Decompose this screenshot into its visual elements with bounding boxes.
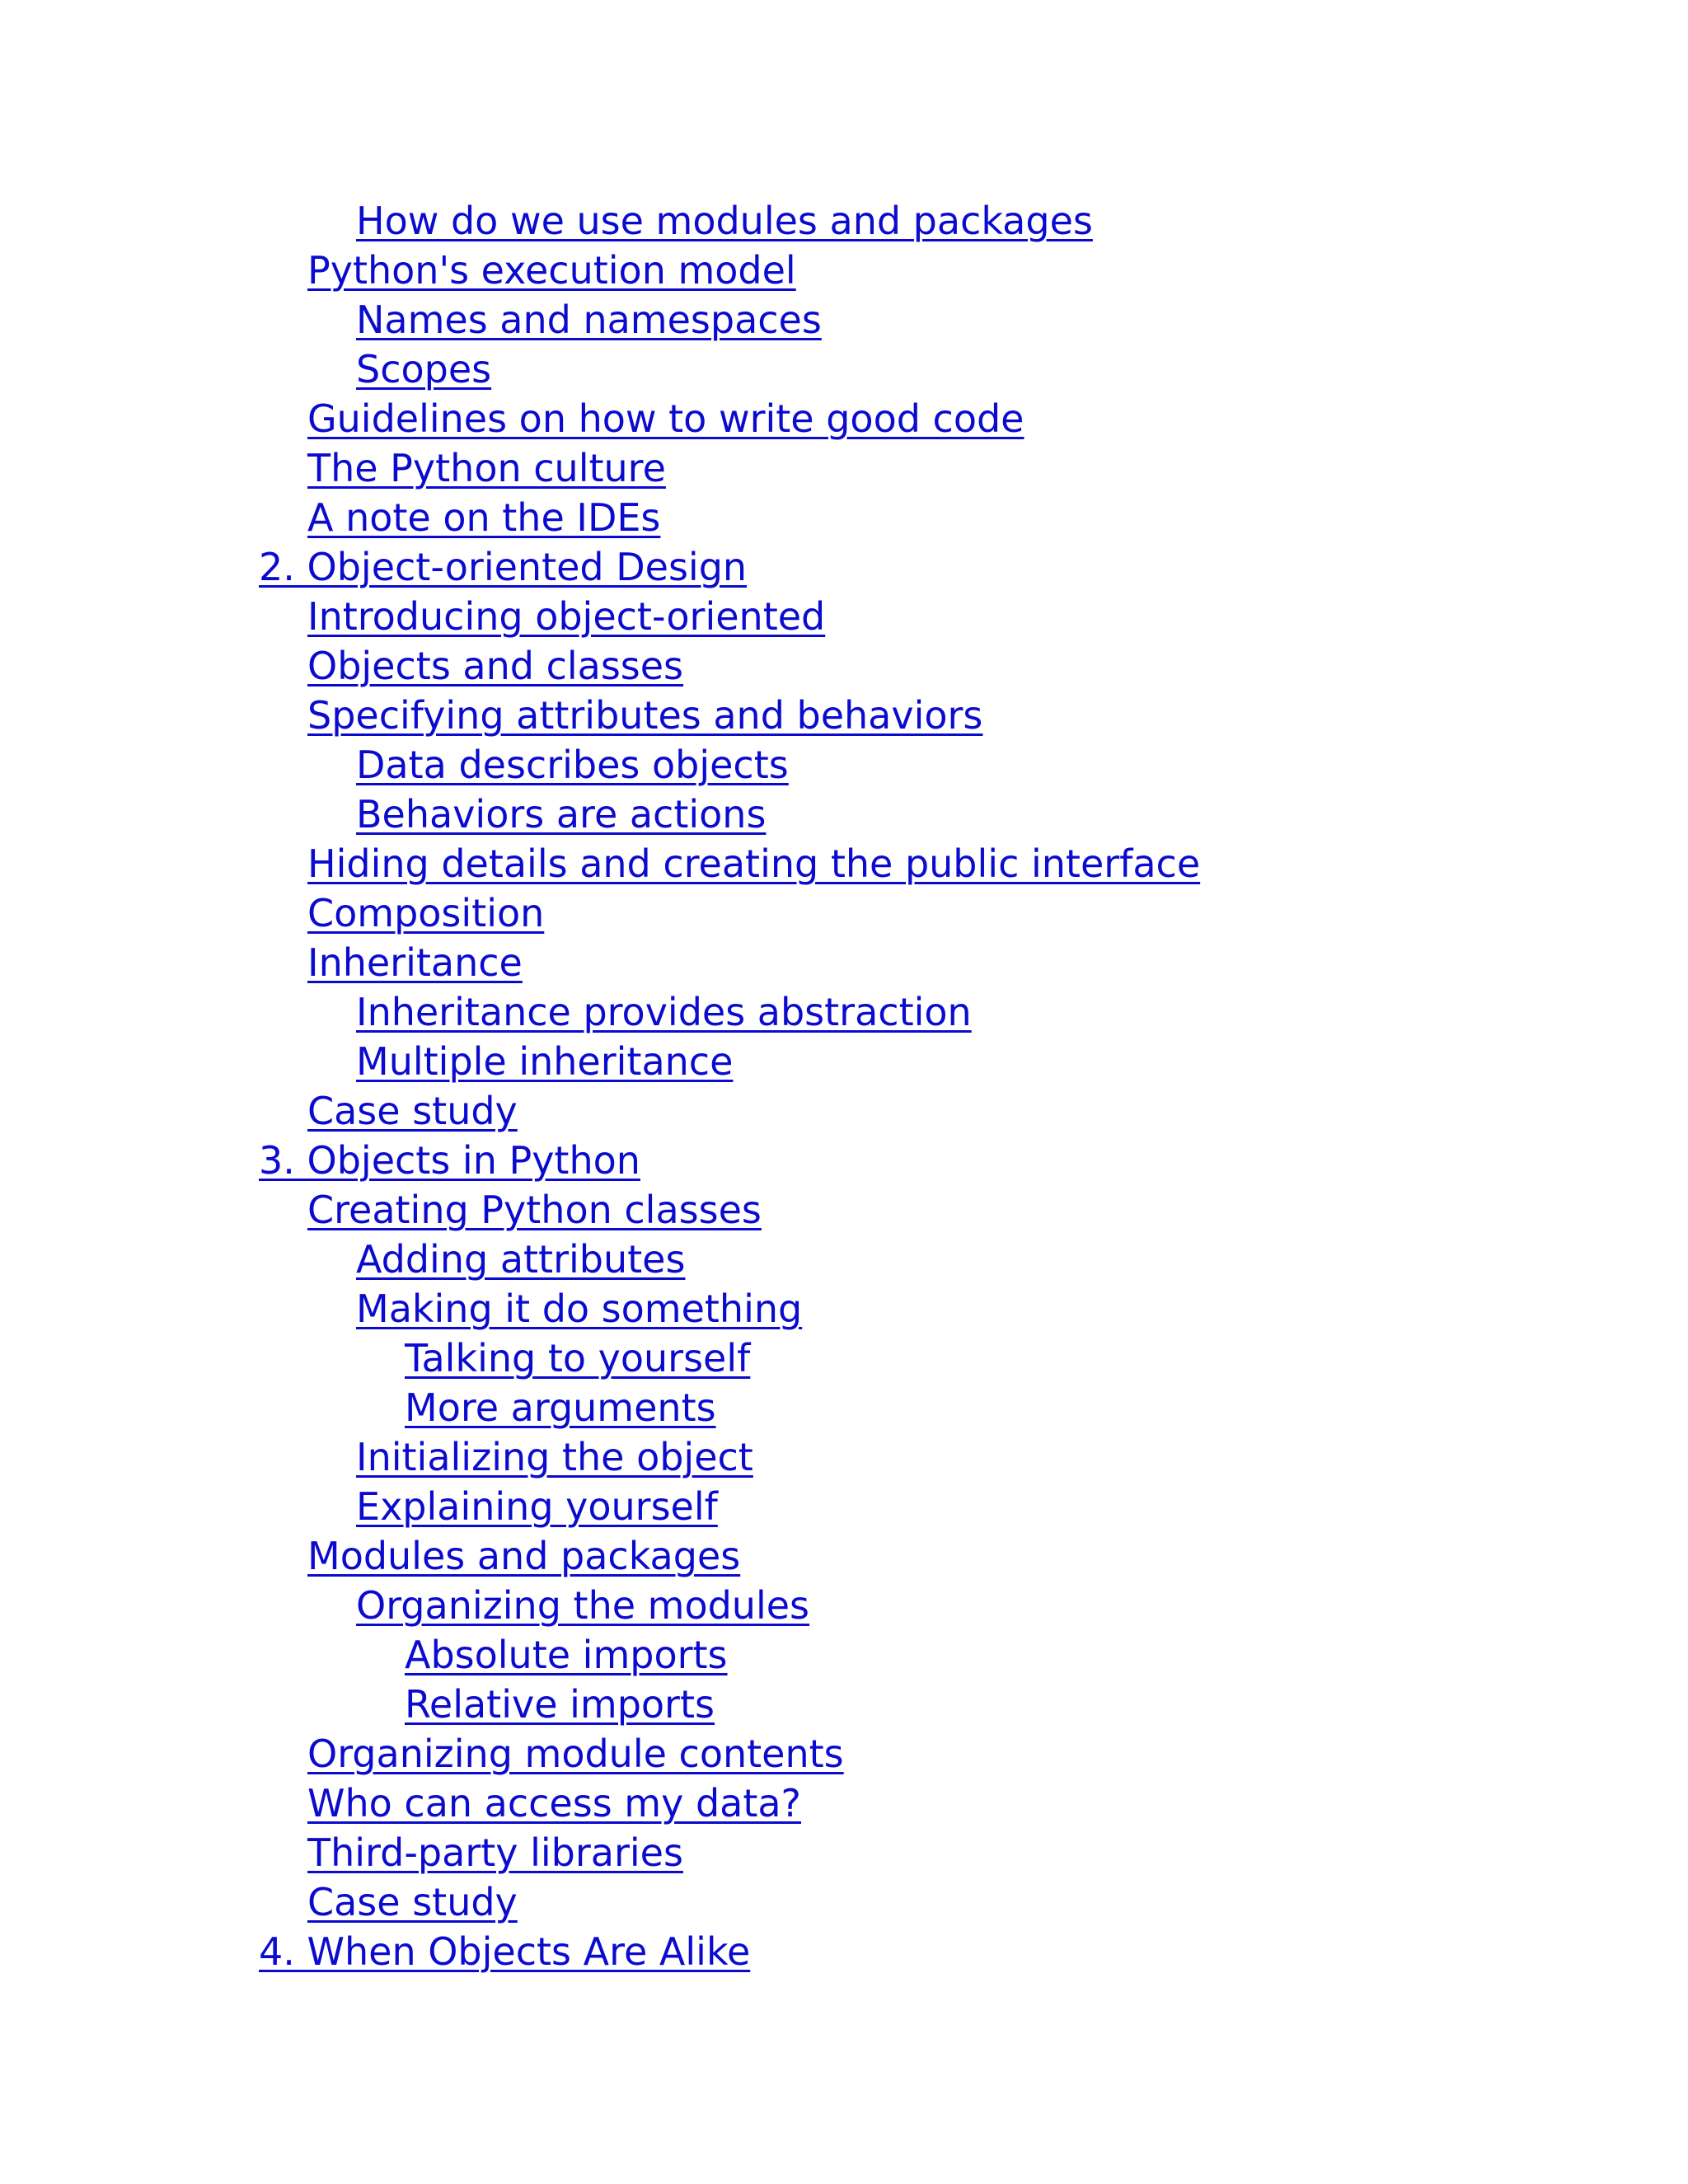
toc-entry-level-2[interactable]: Names and namespaces bbox=[356, 298, 822, 342]
toc-entry-level-1[interactable]: Who can access my data? bbox=[307, 1781, 801, 1825]
toc-entry-level-1[interactable]: A note on the IDEs bbox=[307, 495, 661, 540]
toc-entry-level-2[interactable]: Scopes bbox=[356, 347, 492, 391]
toc-entry-level-0[interactable]: 3. Objects in Python bbox=[259, 1138, 640, 1183]
toc-entry-level-2[interactable]: Behaviors are actions bbox=[356, 792, 767, 837]
toc-entry-level-2[interactable]: Initializing the object bbox=[356, 1435, 753, 1479]
toc-entry-level-2[interactable]: Multiple inheritance bbox=[356, 1039, 734, 1084]
toc-entry-level-1[interactable]: Organizing module contents bbox=[307, 1732, 844, 1776]
toc-entry-level-2[interactable]: Inheritance provides abstraction bbox=[356, 990, 972, 1034]
toc-entry-level-1[interactable]: Modules and packages bbox=[307, 1534, 741, 1578]
toc-entry-level-1[interactable]: Inheritance bbox=[307, 940, 523, 985]
toc-entry-level-1[interactable]: Specifying attributes and behaviors bbox=[307, 693, 983, 738]
toc-entry-level-1[interactable]: Objects and classes bbox=[307, 644, 684, 688]
toc-entry-level-2[interactable]: Data describes objects bbox=[356, 743, 789, 787]
toc-entry-level-1[interactable]: Third-party libraries bbox=[307, 1830, 683, 1875]
toc-entry-level-1[interactable]: Composition bbox=[307, 891, 545, 935]
toc-entry-level-2[interactable]: Making it do something bbox=[356, 1286, 803, 1331]
toc-entry-level-3[interactable]: Relative imports bbox=[405, 1682, 715, 1727]
toc-entry-level-2[interactable]: How do we use modules and packages bbox=[356, 199, 1093, 243]
toc-entry-level-1[interactable]: Hiding details and creating the public interface bbox=[307, 841, 1201, 886]
toc-entry-level-2[interactable]: Organizing the modules bbox=[356, 1583, 810, 1628]
toc-entry-level-1[interactable]: Case study bbox=[307, 1089, 518, 1133]
toc-entry-level-3[interactable]: More arguments bbox=[405, 1385, 716, 1430]
toc-entry-level-1[interactable]: Guidelines on how to write good code bbox=[307, 396, 1025, 441]
toc-entry-level-1[interactable]: The Python culture bbox=[307, 446, 666, 490]
toc-entry-level-0[interactable]: 4. When Objects Are Alike bbox=[259, 1929, 751, 1974]
toc-entry-level-2[interactable]: Adding attributes bbox=[356, 1237, 686, 1282]
toc-entry-level-2[interactable]: Explaining yourself bbox=[356, 1484, 718, 1529]
toc-entry-level-1[interactable]: Python's execution model bbox=[307, 248, 796, 293]
toc-entry-level-3[interactable]: Absolute imports bbox=[405, 1633, 728, 1677]
toc-entry-level-0[interactable]: 2. Object-oriented Design bbox=[259, 545, 748, 589]
toc-entry-level-1[interactable]: Case study bbox=[307, 1880, 518, 1924]
toc-entry-level-1[interactable]: Creating Python classes bbox=[307, 1188, 762, 1232]
toc-entry-level-1[interactable]: Introducing object-oriented bbox=[307, 594, 826, 639]
toc-entry-level-3[interactable]: Talking to yourself bbox=[405, 1336, 751, 1380]
